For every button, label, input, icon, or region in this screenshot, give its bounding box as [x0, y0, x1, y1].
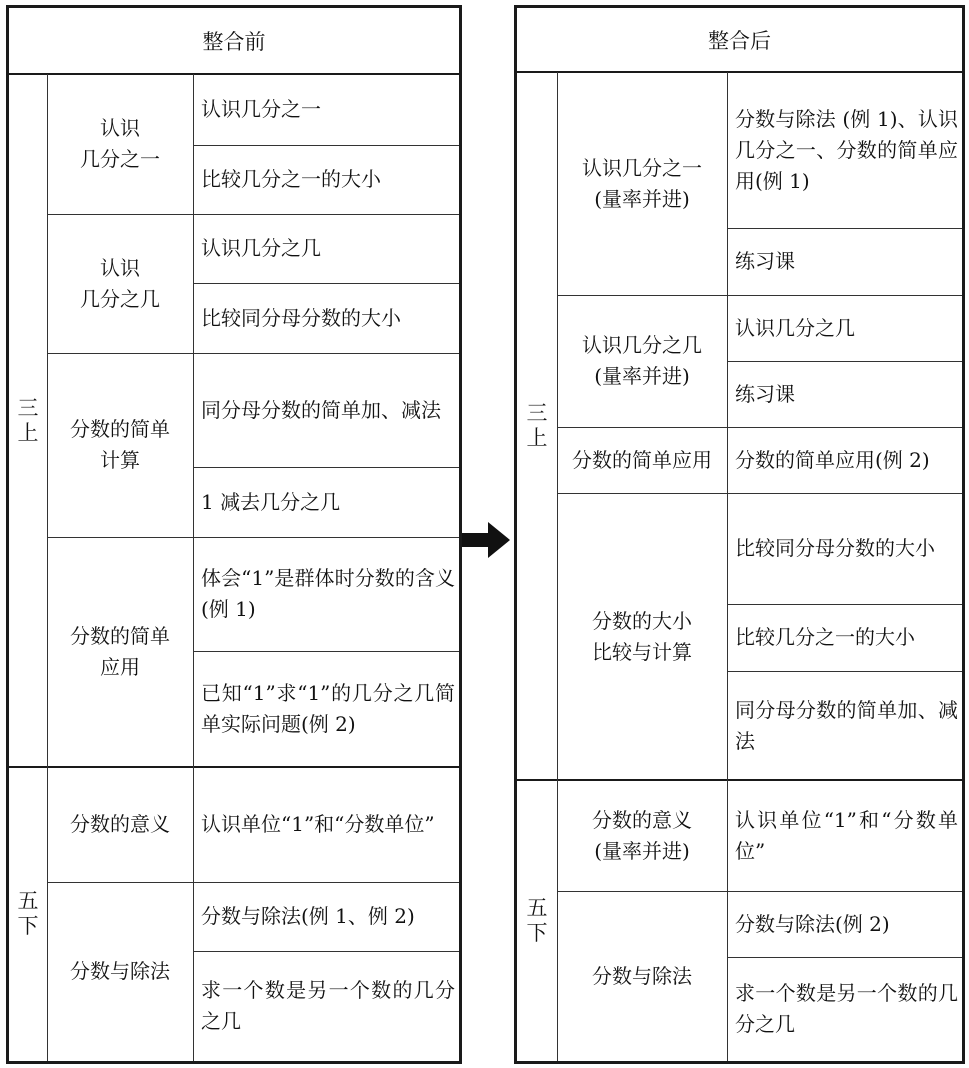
grade-label: 三上	[526, 401, 548, 450]
table-rule	[193, 951, 459, 952]
content-text: 求一个数是另一个数的几分之几	[735, 981, 958, 1036]
table-rule	[727, 671, 962, 672]
topic-label: 分数的大小 比较与计算	[592, 608, 692, 664]
content-text: 求一个数是另一个数的几分之几	[201, 978, 455, 1033]
table-rule	[193, 467, 459, 468]
topic-cell	[47, 74, 193, 214]
content-text: 认识单位“1”和“分数单位”	[201, 812, 435, 836]
content-cell	[727, 361, 962, 427]
content-cell	[193, 882, 459, 951]
content-text: 1 减去几分之几	[201, 489, 341, 514]
table-rule	[727, 604, 962, 605]
content-text: 分数与除法 (例 1)、认识几分之一、分数的简单应用(例 1)	[735, 106, 958, 193]
topic-label: 分数的简单 计算	[70, 417, 170, 472]
after-table	[514, 5, 965, 1064]
content-text: 分数与除法(例 2)	[735, 911, 890, 936]
content-cell	[193, 353, 459, 467]
table-rule	[727, 957, 962, 958]
topic-cell	[47, 214, 193, 353]
content-text: 分数的简单应用(例 2)	[735, 447, 930, 472]
content-cell	[193, 74, 459, 145]
content-cell	[727, 957, 962, 1061]
table-rule	[193, 283, 459, 284]
content-text: 已知“1”求“1”的几分之几简单实际问题(例 2)	[201, 681, 455, 736]
content-cell	[727, 493, 962, 604]
content-cell	[727, 780, 962, 891]
grade-label: 五下	[526, 895, 548, 945]
topic-cell	[557, 427, 727, 493]
topic-label: 分数与除法	[592, 963, 692, 988]
content-text: 认识单位“1”和“分数单位”	[735, 807, 958, 863]
content-text: 比较同分母分数的大小	[735, 536, 935, 560]
topic-label: 认识几分之一 (量率并进)	[582, 155, 702, 211]
topic-label: 分数的意义	[70, 812, 170, 836]
content-cell	[727, 891, 962, 957]
content-cell	[727, 604, 962, 671]
topic-label: 分数的意义 (量率并进)	[592, 807, 692, 863]
content-cell	[193, 537, 459, 651]
content-text: 比较几分之一的大小	[735, 625, 915, 649]
table-rule	[727, 361, 962, 362]
topic-label: 认识 几分之几	[80, 255, 160, 311]
topic-label: 认识几分之几 (量率并进)	[582, 333, 702, 388]
table-title: 整合后	[708, 29, 771, 53]
right-arrow-icon	[462, 520, 512, 560]
topic-label: 分数的简单应用	[572, 447, 712, 472]
grade-label: 三上	[17, 395, 39, 445]
content-cell	[193, 951, 459, 1061]
content-text: 同分母分数的简单加、减法	[735, 697, 958, 753]
content-cell	[727, 72, 962, 228]
topic-cell	[557, 891, 727, 1061]
content-cell	[727, 228, 962, 295]
topic-cell	[557, 295, 727, 427]
content-text: 认识几分之几	[735, 315, 855, 340]
topic-cell	[557, 493, 727, 780]
before-table	[6, 5, 462, 1064]
content-cell	[727, 427, 962, 493]
content-cell	[193, 651, 459, 767]
topic-cell	[47, 537, 193, 767]
grade-label: 五下	[17, 889, 39, 938]
content-cell	[727, 295, 962, 361]
content-cell	[193, 767, 459, 882]
content-cell	[193, 145, 459, 214]
table-title: 整合前	[202, 30, 266, 54]
topic-cell	[557, 72, 727, 295]
content-cell	[727, 671, 962, 780]
content-text: 练习课	[735, 381, 795, 406]
topic-label: 分数与除法	[70, 959, 170, 983]
topic-cell	[47, 353, 193, 537]
content-text: 练习课	[735, 249, 795, 273]
content-text: 同分母分数的简单加、减法	[201, 397, 441, 422]
topic-label: 分数的简单 应用	[70, 624, 170, 679]
topic-label: 认识 几分之一	[80, 116, 160, 171]
content-cell	[193, 214, 459, 283]
table-rule	[193, 651, 459, 652]
table-rule	[193, 145, 459, 146]
topic-cell	[47, 767, 193, 882]
content-text: 比较同分母分数的大小	[201, 305, 401, 330]
content-text: 认识几分之一	[201, 97, 321, 121]
content-cell	[193, 467, 459, 537]
topic-cell	[557, 780, 727, 891]
content-cell	[193, 283, 459, 353]
content-text: 分数与除法(例 1、例 2)	[201, 904, 415, 928]
topic-cell	[47, 882, 193, 1061]
table-rule	[727, 228, 962, 229]
content-text: 体会“1”是群体时分数的含义(例 1)	[201, 566, 455, 621]
content-text: 比较几分之一的大小	[201, 167, 381, 191]
content-text: 认识几分之几	[201, 236, 321, 260]
